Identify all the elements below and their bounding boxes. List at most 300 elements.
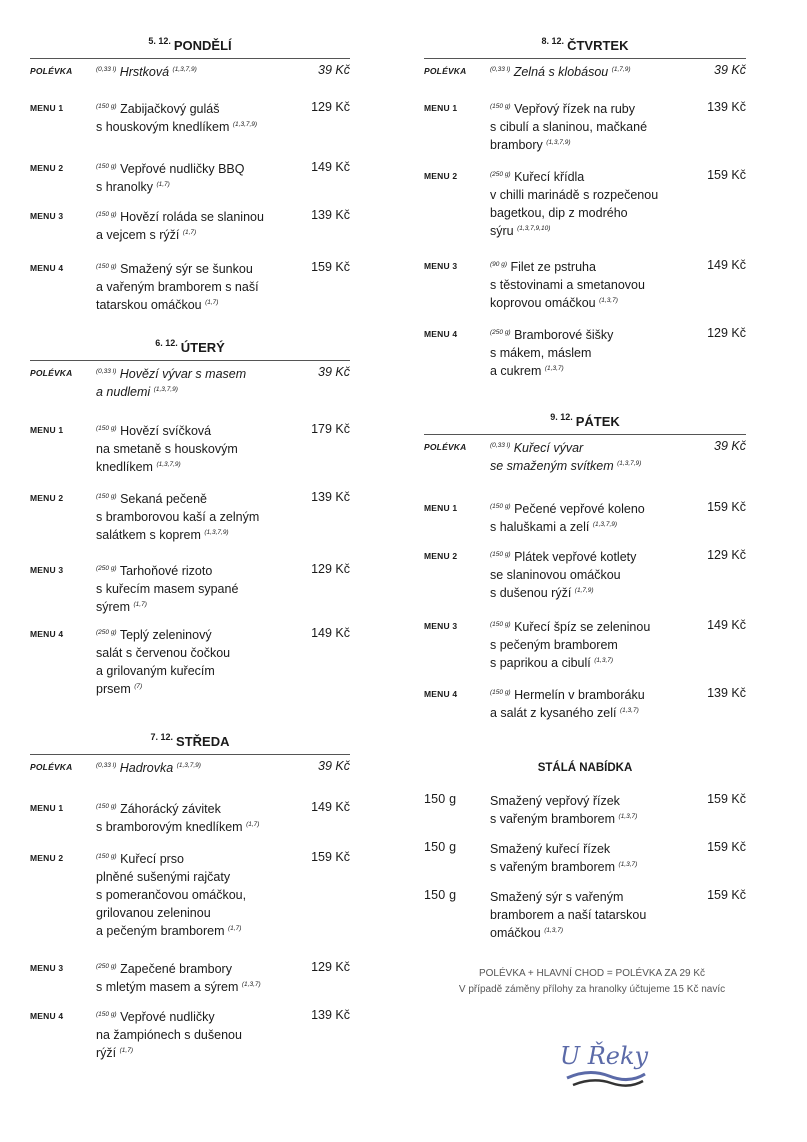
menu-label: MENU 3 [30, 963, 64, 973]
menu-item [30, 850, 350, 940]
dish-line [490, 136, 690, 154]
dish-line [96, 626, 294, 644]
dish-line [96, 118, 294, 136]
footer-note: POLÉVKA + HLAVNÍ CHOD = POLÉVKA ZA 29 Kč [478, 968, 706, 979]
dish-description [490, 548, 690, 602]
soup-row [30, 360, 350, 400]
portion-size: (150 g) [490, 688, 511, 696]
dish-line [490, 618, 690, 636]
allergens: (1,7) [133, 600, 147, 608]
dish-text: Kuřecí vývar [513, 441, 584, 455]
menu-item [424, 500, 746, 536]
menu-label: MENU 3 [424, 261, 458, 271]
menu-item [424, 548, 746, 602]
dish-text: Záhorácký závitek [120, 802, 221, 816]
allergens: (1,3,7,9) [592, 520, 618, 528]
dish-line [96, 598, 294, 616]
portion-size: (0,33 l) [490, 441, 511, 449]
dish-description [490, 63, 690, 98]
dish-text: Kuřecí křídla [514, 170, 585, 184]
portion-size: (150 g) [96, 210, 117, 218]
soup-row [424, 434, 746, 474]
dish-line [490, 63, 690, 81]
portion-size: (90 g) [490, 260, 507, 268]
allergens: (1,3,7) [618, 812, 638, 820]
menu-label: MENU 2 [30, 493, 64, 503]
menu-label: MENU 3 [424, 621, 458, 631]
soup-price: 39 Kč [318, 365, 350, 379]
soup-label: POLÉVKA [30, 762, 73, 772]
menu-label: MENU 1 [424, 103, 458, 113]
dish-line [96, 526, 294, 544]
menu-price: 129 Kč [707, 326, 746, 340]
dish-line [96, 960, 294, 978]
dish-line [490, 258, 690, 276]
dish-text: sýrem [96, 600, 131, 614]
menu-label: MENU 2 [424, 171, 458, 181]
allergens: (1,3,7,9,10) [517, 224, 551, 232]
dish-description [490, 500, 690, 536]
dish-line [96, 850, 294, 868]
dish-description [490, 168, 690, 240]
dish-line [96, 160, 294, 178]
dish-line [96, 226, 294, 244]
menu-price: 149 Kč [311, 160, 350, 174]
menu-item [424, 258, 746, 312]
day-name: ÚTERÝ [180, 340, 225, 355]
dish-text: Teplý zeleninový [119, 628, 212, 642]
allergens: (1,3,7,9) [232, 120, 258, 128]
offer-price: 159 Kč [707, 840, 746, 854]
dish-line [96, 644, 294, 662]
dish-description [96, 1008, 294, 1062]
dish-text: plněné sušenými rajčaty [96, 870, 231, 884]
soup-row [30, 58, 350, 98]
soup-row [424, 58, 746, 98]
menu-label: MENU 3 [30, 565, 64, 575]
menu-price: 179 Kč [311, 422, 350, 436]
menu-price: 129 Kč [311, 960, 350, 974]
menu-item [30, 160, 350, 196]
dish-description [96, 960, 294, 996]
menu-label: MENU 4 [30, 629, 64, 639]
dish-line [96, 100, 294, 118]
dish-description [96, 63, 294, 98]
menu-item [424, 618, 746, 672]
day-date: 5. 12. [148, 36, 171, 46]
dish-line [96, 662, 294, 680]
dish-text: Filet ze pstruha [510, 260, 596, 274]
allergens: (1,3,7,9) [153, 385, 178, 393]
menu-item [30, 960, 350, 996]
dish-line [96, 680, 294, 698]
menu-label: MENU 1 [30, 803, 64, 813]
day-heading [30, 38, 350, 58]
dish-line [96, 278, 294, 296]
dish-text: s bramborovým knedlíkem [96, 820, 243, 834]
dish-text: s hranolky [96, 180, 153, 194]
dish-line [490, 294, 690, 312]
standing-offer-item [424, 792, 746, 828]
menu-item [424, 686, 746, 722]
dish-line [490, 439, 690, 457]
dish-line [96, 1026, 294, 1044]
menu-label: MENU 1 [30, 103, 64, 113]
dish-line [490, 704, 690, 722]
dish-text: Zapečené brambory [120, 962, 232, 976]
allergens: (1,3,7) [544, 364, 564, 372]
allergens: (1,3,7,9) [172, 65, 197, 73]
dish-description [96, 160, 294, 196]
dish-line [490, 118, 690, 136]
menu-item [30, 490, 350, 544]
portion-size: (0,33 l) [96, 65, 117, 73]
dish-text: Kuřecí špíz se zeleninou [514, 620, 651, 634]
dish-text: salátkem s koprem [96, 528, 201, 542]
allergens: (1,3,7,9) [617, 459, 642, 467]
day-date: 9. 12. [550, 412, 573, 422]
dish-text: Vepřové nudličky [120, 1010, 215, 1024]
portion-size: (0,33 l) [96, 761, 117, 769]
portion-size: (150 g) [490, 502, 511, 510]
day-name: STŘEDA [176, 734, 230, 749]
portion-size: (0,33 l) [490, 65, 511, 73]
dish-text: Vepřové nudličky BBQ [120, 162, 245, 176]
dish-line [96, 260, 294, 278]
dish-line [96, 922, 294, 940]
dish-description [490, 326, 690, 380]
logo-text: U Řeky [559, 1042, 649, 1070]
dish-text: bramborem a naší tatarskou [490, 908, 647, 922]
dish-line [490, 840, 690, 858]
dish-text: Bramborové šišky [514, 328, 614, 342]
offer-weight: 150 g [424, 888, 457, 902]
dish-text: a vejcem s rýží [96, 228, 180, 242]
standing-offer-title: STÁLÁ NABÍDKA [537, 762, 633, 774]
dish-line [96, 383, 294, 401]
menu-price: 139 Kč [707, 100, 746, 114]
soup-price: 39 Kč [318, 759, 350, 773]
dish-line [96, 886, 294, 904]
dish-text: s mákem, máslem [490, 346, 592, 360]
portion-size: (150 g) [96, 492, 117, 500]
dish-description [490, 840, 690, 876]
offer-price: 159 Kč [707, 888, 746, 902]
menu-price: 159 Kč [707, 500, 746, 514]
dish-description [96, 208, 294, 244]
dish-text: s cibulí a slaninou, mačkané [490, 120, 648, 134]
standing-offer-item [424, 888, 746, 942]
dish-line [96, 562, 294, 580]
day-name: ČTVRTEK [567, 38, 629, 53]
dish-description [96, 562, 294, 616]
allergens: (7) [134, 682, 143, 690]
dish-text: Plátek vepřové kotlety [514, 550, 637, 564]
menu-item [424, 100, 746, 154]
menu-label: MENU 4 [30, 263, 64, 273]
dish-line [490, 100, 690, 118]
day-section [424, 412, 746, 720]
dish-line [96, 458, 294, 476]
dish-description [96, 100, 294, 136]
dish-text: s pomerančovou omáčkou, [96, 888, 247, 902]
dish-text: s kuřecím masem sypané [96, 582, 239, 596]
dish-text: s bramborovou kaší a zelným [96, 510, 260, 524]
dish-text: Kuřecí prso [120, 852, 185, 866]
offer-price: 159 Kč [707, 792, 746, 806]
menu-label: MENU 4 [30, 1011, 64, 1021]
day-date: 7. 12. [150, 732, 174, 742]
dish-text: bagetkou, dip z modrého [490, 206, 628, 220]
dish-line [490, 924, 690, 942]
menu-price: 149 Kč [311, 800, 350, 814]
menu-label: MENU 4 [424, 329, 458, 339]
allergens: (1,3,7) [599, 296, 618, 304]
menu-item [424, 326, 746, 380]
allergens: (1,7) [119, 1046, 133, 1054]
menu-item [30, 800, 350, 836]
dish-text: sýru [490, 224, 514, 238]
dish-line [96, 296, 294, 314]
dish-line [490, 858, 690, 876]
portion-size: (250 g) [96, 962, 117, 970]
dish-text: Hermelín v bramboráku [514, 688, 645, 702]
portion-size: (250 g) [490, 170, 511, 178]
dish-text: s pečeným bramborem [490, 638, 618, 652]
day-name: PONDĚLÍ [173, 38, 232, 53]
dish-description [96, 850, 294, 940]
dish-line [96, 1008, 294, 1026]
dish-line [490, 518, 690, 536]
dish-text: koprovou omáčkou [490, 296, 596, 310]
menu-item [30, 260, 350, 314]
dish-text: a cukrem [490, 364, 542, 378]
portion-size: (0,33 l) [96, 367, 117, 375]
day-date: 8. 12. [541, 36, 565, 46]
dish-description [490, 888, 690, 942]
logo-graphic [559, 1034, 649, 1094]
portion-size: (250 g) [96, 628, 117, 636]
dish-text: na smetaně s houskovým [96, 442, 238, 456]
menu-label: MENU 4 [424, 689, 458, 699]
dish-description [96, 626, 294, 698]
allergens: (1,7) [246, 820, 260, 828]
dish-line [490, 792, 690, 810]
dish-text: prsem [96, 682, 131, 696]
soup-label: POLÉVKA [30, 368, 73, 378]
day-section [424, 36, 746, 378]
dish-text: salát s červenou čočkou [96, 646, 231, 660]
day-date: 6. 12. [155, 338, 178, 348]
dish-line [490, 222, 690, 240]
dish-line [96, 490, 294, 508]
menu-price: 139 Kč [311, 1008, 350, 1022]
menu-price: 159 Kč [311, 260, 350, 274]
dish-text: Hovězí vývar s masem [119, 367, 247, 381]
dish-text: a vařeným bramborem s naší [96, 280, 259, 294]
dish-text: Smažený kuřecí řízek [490, 842, 611, 856]
menu-label: MENU 2 [424, 551, 458, 561]
dish-line [490, 500, 690, 518]
dish-line [490, 566, 690, 584]
dish-text: s mletým masem a sýrem [96, 980, 239, 994]
dish-line [96, 800, 294, 818]
dish-text: na žampiónech s dušenou [96, 1028, 242, 1042]
dish-text: Hadrovka [119, 761, 174, 775]
offer-weight: 150 g [424, 792, 457, 806]
menu-price: 139 Kč [311, 208, 350, 222]
soup-row [30, 754, 350, 794]
allergens: (1,7) [228, 924, 242, 932]
dish-description [490, 258, 690, 312]
menu-item [30, 626, 350, 698]
soup-price: 39 Kč [714, 439, 746, 453]
dish-text: a pečeným bramborem [96, 924, 225, 938]
dish-line [490, 204, 690, 222]
menu-item [30, 100, 350, 136]
menu-price: 159 Kč [707, 168, 746, 182]
dish-text: Hovězí roláda se slaninou [120, 210, 264, 224]
dish-line [490, 186, 690, 204]
dish-text: a grilovaným kuřecím [96, 664, 215, 678]
day-heading [424, 38, 746, 58]
portion-size: (150 g) [96, 162, 117, 170]
day-heading [424, 414, 746, 434]
dish-text: a salát z kysaného zelí [490, 706, 617, 720]
portion-size: (150 g) [96, 102, 117, 110]
menu-price: 149 Kč [311, 626, 350, 640]
portion-size: (150 g) [490, 550, 511, 558]
dish-description [96, 260, 294, 314]
day-heading [30, 340, 350, 360]
dish-line [96, 440, 294, 458]
dish-text: s houskovým knedlíkem [96, 120, 230, 134]
allergens: (1,3,7) [594, 656, 614, 664]
dish-text: Hovězí svíčková [120, 424, 212, 438]
dish-description [490, 686, 690, 722]
dish-text: Tarhoňové rizoto [119, 564, 213, 578]
dish-description [96, 490, 294, 544]
dish-line [490, 326, 690, 344]
allergens: (1,7) [182, 228, 197, 236]
dish-line [96, 208, 294, 226]
dish-line [490, 457, 690, 475]
dish-line [96, 63, 294, 81]
menu-label: MENU 2 [30, 853, 64, 863]
allergens: (1,3,7,9) [204, 528, 229, 536]
day-section [30, 338, 350, 696]
dish-line [490, 548, 690, 566]
dish-text: Pečené vepřové koleno [514, 502, 645, 516]
dish-text: s dušenou rýží [490, 586, 572, 600]
allergens: (1,3,7,9) [176, 761, 201, 769]
dish-text: knedlíkem [96, 460, 153, 474]
soup-price: 39 Kč [318, 63, 350, 77]
allergens: (1,3,7) [241, 980, 261, 988]
dish-line [96, 1044, 294, 1062]
dish-description [96, 759, 294, 794]
allergens: (1,7,9) [574, 586, 594, 594]
dish-description [490, 100, 690, 154]
allergens: (1,7) [205, 298, 219, 306]
dish-line [490, 654, 690, 672]
menu-item [30, 208, 350, 244]
dish-line [490, 810, 690, 828]
dish-line [490, 906, 690, 924]
dish-description [490, 792, 690, 828]
dish-line [490, 168, 690, 186]
dish-text: Zabijačkový guláš [120, 102, 220, 116]
dish-line [96, 904, 294, 922]
dish-line [490, 686, 690, 704]
day-heading [30, 734, 350, 754]
day-section [30, 36, 350, 312]
dish-line [96, 422, 294, 440]
menu-item [30, 1008, 350, 1062]
dish-description [490, 439, 690, 474]
allergens: (1,3,7,9) [546, 138, 571, 146]
menu-label: MENU 1 [30, 425, 64, 435]
dish-text: s paprikou a cibulí [490, 656, 591, 670]
dish-text: Smažený sýr se šunkou [120, 262, 253, 276]
menu-price: 129 Kč [311, 562, 350, 576]
menu-price: 129 Kč [707, 548, 746, 562]
dish-text: Smažený sýr s vařeným [490, 890, 624, 904]
dish-description [96, 365, 294, 400]
soup-price: 39 Kč [714, 63, 746, 77]
dish-description [96, 422, 294, 476]
dish-line [96, 178, 294, 196]
dish-text: rýží [96, 1046, 117, 1060]
dish-text: se slaninovou omáčkou [490, 568, 621, 582]
restaurant-logo [559, 1034, 649, 1094]
standing-offer-item [424, 840, 746, 876]
dish-text: Vepřový řízek na ruby [514, 102, 635, 116]
portion-size: (150 g) [96, 262, 117, 270]
menu-label: MENU 2 [30, 163, 64, 173]
dish-text: grilovanou zeleninou [96, 906, 211, 920]
dish-text: brambory [490, 138, 543, 152]
dish-line [490, 888, 690, 906]
dish-line [96, 818, 294, 836]
dish-line [96, 759, 294, 777]
soup-label: POLÉVKA [30, 66, 73, 76]
portion-size: (250 g) [490, 328, 511, 336]
dish-text: Sekaná pečeně [120, 492, 207, 506]
dish-line [490, 344, 690, 362]
portion-size: (150 g) [96, 1010, 117, 1018]
dish-text: omáčkou [490, 926, 541, 940]
dish-line [96, 580, 294, 598]
footer-note: V případě záměny přílohy za hranolky účtujeme 15 Kč navíc [458, 984, 726, 995]
allergens: (1,3,7) [544, 926, 564, 934]
dish-line [490, 276, 690, 294]
menu-price: 149 Kč [707, 258, 746, 272]
menu-item [30, 422, 350, 476]
dish-text: Zelná s klobásou [513, 65, 609, 79]
dish-text: s těstovinami a smetanovou [490, 278, 645, 292]
portion-size: (150 g) [96, 852, 117, 860]
menu-price: 139 Kč [707, 686, 746, 700]
footer-notes [410, 966, 774, 998]
dish-text: s vařeným bramborem [490, 860, 616, 874]
dish-text: se smaženým svítkem [490, 459, 614, 473]
menu-price: 139 Kč [311, 490, 350, 504]
menu-label: MENU 1 [424, 503, 458, 513]
dish-line [490, 362, 690, 380]
allergens: (1,7,9) [611, 65, 631, 73]
allergens: (1,3,7) [618, 860, 638, 868]
